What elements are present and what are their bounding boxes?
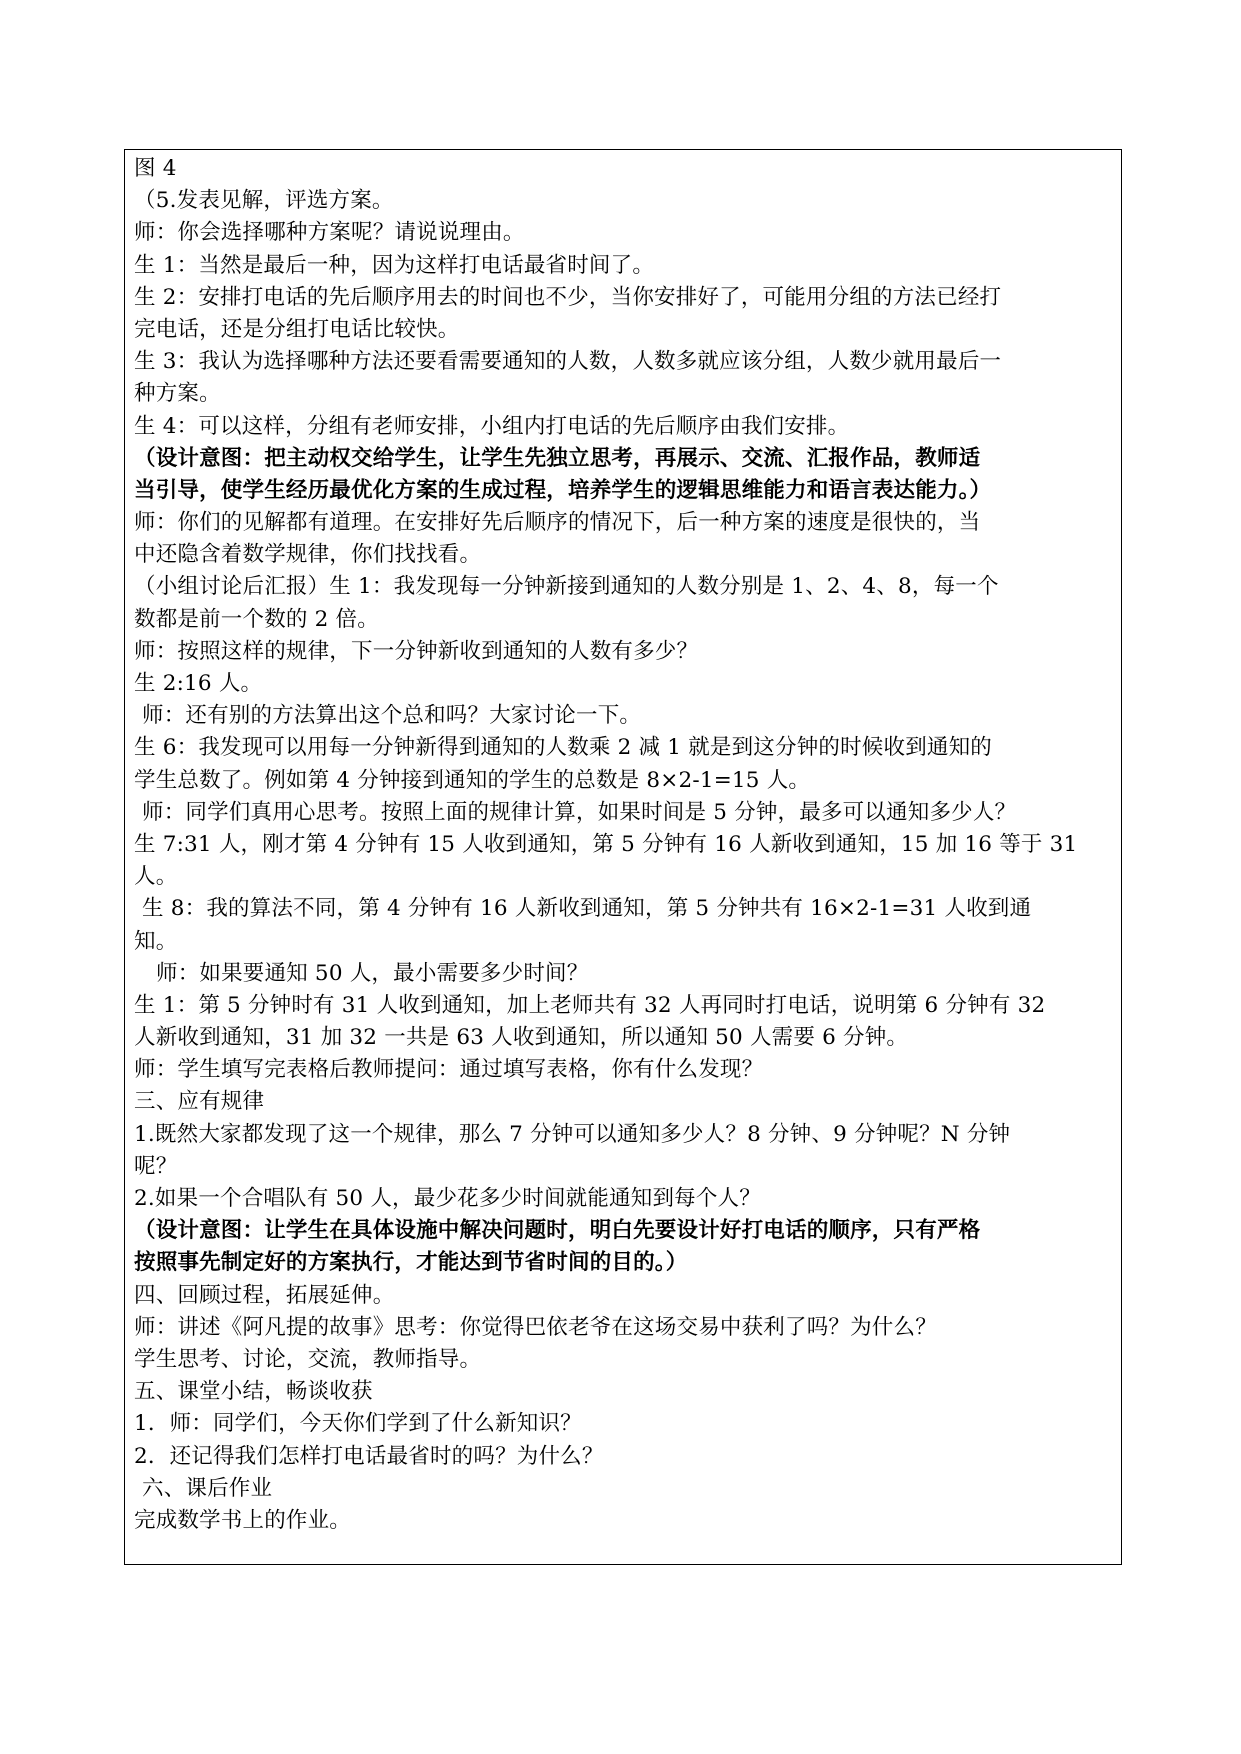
text-line: 图 4 — [134, 156, 177, 181]
text-line: 生 2：安排打电话的先后顺序用去的时间也不少，当你安排好了，可能用分组的方法已经打 — [134, 284, 1002, 310]
text-line: 生 1：当然是最后一种，因为这样打电话最省时间了。 — [134, 252, 655, 278]
document-content — [134, 153, 1114, 1537]
text-line: 生 2:16 人。 — [134, 671, 263, 696]
text-line: 三、应有规律 — [134, 1089, 265, 1115]
text-line: 师：还有别的方法算出这个总和吗？大家讨论一下。 — [142, 703, 642, 729]
text-line: 人。 — [134, 864, 178, 890]
text-line: 知。 — [134, 928, 178, 954]
text-line: 生 6：我发现可以用每一分钟新得到通知的人数乘 2 减 1 就是到这分钟的时候收到通知的 — [134, 735, 993, 761]
text-line: 师：同学们真用心思考。按照上面的规律计算，如果时间是 5 分钟，最多可以通知多少人？ — [142, 799, 1017, 825]
text-line: 师：你会选择哪种方案呢？请说说理由。 — [134, 220, 525, 246]
text-line: 完成数学书上的作业。 — [134, 1507, 352, 1533]
text-line: 完电话，还是分组打电话比较快。 — [134, 316, 460, 342]
design-intent-line: （设计意图：让学生在具体设施中解决问题时，明白先要设计好打电话的顺序，只有严格 — [134, 1218, 981, 1244]
text-line: 2.如果一个合唱队有 50 人，最少花多少时间就能通知到每个人？ — [134, 1186, 761, 1211]
text-line: 师：你们的见解都有道理。在安排好先后顺序的情况下，后一种方案的速度是很快的，当 — [134, 510, 981, 536]
text-line: 种方案。 — [134, 381, 221, 407]
text-line: 师：按照这样的规律，下一分钟新收到通知的人数有多少？ — [134, 638, 699, 664]
text-line: 呢？ — [134, 1153, 178, 1179]
text-line: 生 3：我认为选择哪种方法还要看需要通知的人数，人数多就应该分组，人数少就用最后一 — [134, 349, 1002, 375]
text-line: 生 4：可以这样，分组有老师安排，小组内打电话的先后顺序由我们安排。 — [134, 413, 850, 439]
text-line: 师：如果要通知 50 人，最小需要多少时间？ — [156, 960, 589, 986]
text-line: 人新收到通知，31 加 32 一共是 63 人收到通知，所以通知 50 人需要 6 分钟。 — [134, 1025, 909, 1051]
text-line: 数都是前一个数的 2 倍。 — [134, 606, 379, 632]
text-line: 师：讲述《阿凡提的故事》思考：你觉得巴依老爷在这场交易中获利了吗？为什么？ — [134, 1314, 937, 1340]
design-intent-line: （设计意图：把主动权交给学生，让学生先独立思考，再展示、交流、汇报作品，教师适 — [134, 445, 981, 471]
text-line: 生 7:31 人，刚才第 4 分钟有 15 人收到通知，第 5 分钟有 16 人新收到通知，15 加 16 等于 31 — [134, 831, 1078, 857]
design-intent-line: 当引导，使学生经历最优化方案的生成过程，培养学生的逻辑思维能力和语言表达能力。） — [134, 477, 992, 503]
text-line: 生 8：我的算法不同，第 4 分钟有 16 人新收到通知，第 5 分钟共有 16×2-1=31 人收到通 — [142, 896, 1032, 922]
text-line: 四、回顾过程，拓展延伸。 — [134, 1282, 395, 1308]
text-line: 师：学生填写完表格后教师提问：通过填写表格，你有什么发现？ — [134, 1057, 764, 1083]
text-line: 五、课堂小结，畅谈收获 — [134, 1379, 373, 1405]
design-intent-line: 按照事先制定好的方案执行，才能达到节省时间的目的。） — [134, 1250, 688, 1276]
text-line: 学生总数了。例如第 4 分钟接到通知的学生的总数是 8×2-1=15 人。 — [134, 767, 811, 793]
text-line: 1.既然大家都发现了这一个规律，那么 7 分钟可以通知多少人？8 分钟、9 分钟呢？N 分钟 — [134, 1121, 1011, 1147]
text-line: 中还隐含着数学规律，你们找找看。 — [134, 542, 482, 568]
text-line: （5.发表见解，评选方案。 — [134, 188, 394, 214]
text-line: 2．还记得我们怎样打电话最省时的吗？为什么？ — [134, 1443, 604, 1469]
text-line: 学生思考、讨论，交流，教师指导。 — [134, 1346, 482, 1372]
text-line: （小组讨论后汇报）生 1：我发现每一分钟新接到通知的人数分别是 1、2、4、8，每一个 — [134, 574, 999, 600]
text-line: 1．师：同学们，今天你们学到了什么新知识？ — [134, 1411, 582, 1437]
text-line: 六、课后作业 — [142, 1475, 273, 1501]
text-line: 生 1：第 5 分钟时有 31 人收到通知，加上老师共有 32 人再同时打电话，说明第 6 分钟有 32 — [134, 992, 1046, 1018]
